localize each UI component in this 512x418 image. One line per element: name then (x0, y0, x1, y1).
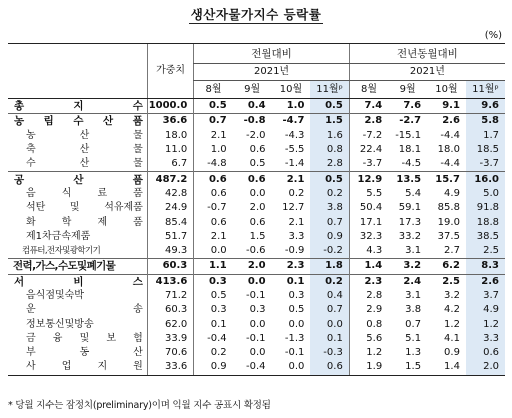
yoy-cell: 2.8 (349, 289, 388, 303)
row-label: 금 융 및 보 험 (26, 332, 143, 344)
weight-cell: 1000.0 (147, 99, 193, 114)
weight-cell: 60.3 (147, 303, 193, 317)
mom-cell: 2.1 (194, 129, 233, 143)
mom-cell: 2.0 (249, 202, 266, 214)
mom-cell: 1.0 (194, 143, 233, 157)
mom-cell: 0.6 (249, 144, 266, 156)
table-row (8, 157, 505, 172)
mom-cell: 12.7 (282, 202, 305, 214)
weight-cell: 33.6 (147, 360, 193, 375)
yoy-cell: 33.2 (398, 230, 422, 242)
yoy-cell: 0.9 (444, 347, 460, 359)
yoy-cell: 0.8 (349, 317, 388, 331)
yoy-cell: 5.8 (466, 114, 505, 129)
yoy-cell: 2.0 (466, 360, 505, 375)
yoy-cell: 4.9 (444, 187, 460, 199)
mom-cell: -1.3 (284, 332, 305, 344)
yoy-cell: -7.2 (349, 129, 388, 143)
header-blank (8, 44, 147, 99)
weight-cell: 51.7 (147, 230, 193, 244)
table-row (8, 99, 505, 114)
yoy-cell: -3.7 (466, 157, 505, 172)
row-label: 화 학 제 품 (26, 216, 143, 228)
weight-cell: 60.3 (147, 259, 193, 274)
yoy-cell: 91.8 (466, 201, 505, 215)
yoy-cell: -4.5 (401, 158, 422, 170)
mom-cell: -0.4 (194, 332, 233, 346)
mom-cell: -1.4 (284, 158, 305, 170)
header-mom-month: 10월 (272, 81, 311, 99)
table-row (8, 303, 505, 317)
mom-cell: 1.1 (194, 259, 233, 274)
unit-label: (%) (484, 30, 502, 41)
table-row (8, 172, 505, 187)
weight-cell: 62.0 (147, 317, 193, 331)
mom-cell: 1.5 (249, 230, 266, 242)
header-yoy-month: 9월 (388, 81, 427, 99)
weight-cell: 71.2 (147, 289, 193, 303)
yoy-cell: -4.4 (440, 129, 460, 141)
yoy-cell: 17.3 (398, 216, 422, 228)
row-label: 음식점및숙박 (26, 290, 84, 301)
mom-cell: -0.7 (194, 201, 233, 215)
mom-cell: 1.5 (310, 114, 349, 129)
mom-cell: 0.0 (249, 187, 266, 199)
yoy-cell: 4.9 (466, 303, 505, 317)
yoy-cell: 1.9 (349, 360, 388, 375)
mom-cell: 0.2 (288, 187, 305, 199)
header-mom-year: 2021년 (194, 64, 350, 81)
yoy-cell: -3.7 (349, 157, 388, 172)
mom-cell: 0.3 (194, 303, 233, 317)
yoy-cell: 18.0 (437, 144, 460, 156)
header-yoy-month: 10월 (427, 81, 466, 99)
yoy-cell: 4.3 (349, 244, 388, 259)
weight-cell: 49.3 (147, 244, 193, 259)
mom-cell: 1.8 (310, 259, 349, 274)
mom-cell: 0.5 (288, 304, 305, 316)
mom-cell: 0.3 (194, 274, 233, 289)
mom-cell: -5.5 (284, 144, 305, 156)
yoy-cell: 3.3 (466, 332, 505, 346)
weight-cell: 413.6 (147, 274, 193, 289)
yoy-cell: 19.0 (437, 216, 460, 228)
yoy-cell: 5.6 (349, 332, 388, 346)
mom-cell: 0.9 (310, 230, 349, 244)
weight-cell: 36.6 (147, 114, 193, 129)
yoy-cell: 0.7 (405, 318, 422, 330)
yoy-cell: 18.5 (466, 143, 505, 157)
mom-cell: 0.1 (194, 317, 233, 331)
yoy-cell: 3.1 (405, 245, 422, 257)
yoy-cell: 1.4 (427, 360, 466, 375)
mom-cell: 0.0 (233, 274, 272, 289)
yoy-cell: 2.5 (427, 274, 466, 289)
mom-cell: -0.8 (233, 114, 272, 129)
mom-cell: 1.6 (310, 129, 349, 143)
yoy-cell: 4.2 (444, 304, 460, 316)
table-row (8, 259, 505, 274)
table-row (8, 244, 505, 259)
row-label: 축 산 물 (26, 144, 143, 156)
yoy-cell: 3.1 (405, 290, 422, 301)
table-row (8, 201, 505, 215)
weight-cell: 33.9 (147, 332, 193, 346)
yoy-cell: 3.8 (405, 304, 422, 316)
mom-cell: -2.0 (246, 129, 266, 141)
yoy-cell: 37.5 (437, 230, 460, 242)
yoy-cell: -2.7 (388, 114, 427, 129)
yoy-cell: 16.0 (466, 172, 505, 187)
mom-cell: -4.8 (194, 157, 233, 172)
yoy-cell: 1.7 (466, 129, 505, 143)
row-label: 수 산 물 (26, 158, 143, 170)
mom-cell: 2.3 (272, 259, 311, 274)
row-label: 농 산 물 (26, 129, 143, 141)
yoy-cell: 1.2 (444, 318, 460, 330)
mom-cell: 0.6 (249, 216, 266, 228)
table-row (8, 215, 505, 229)
weight-cell: 18.0 (147, 129, 193, 143)
yoy-cell: 59.1 (398, 202, 422, 214)
mom-cell: 0.5 (249, 158, 266, 170)
mom-cell: 0.0 (249, 347, 266, 359)
mom-cell: 0.7 (310, 303, 349, 317)
mom-cell: 0.5 (194, 99, 233, 114)
table-row (8, 346, 505, 360)
mom-cell: -0.9 (284, 245, 305, 257)
mom-cell: 0.8 (310, 143, 349, 157)
mom-cell: 0.6 (310, 360, 349, 375)
mom-cell: 3.8 (310, 201, 349, 215)
weight-cell: 24.9 (147, 201, 193, 215)
yoy-cell: 8.3 (466, 259, 505, 274)
mom-cell: 0.5 (194, 289, 233, 303)
yoy-cell: 9.6 (466, 99, 505, 114)
mom-cell: 0.6 (233, 172, 272, 187)
row-label: 음 식 료 품 (26, 187, 143, 199)
yoy-cell: 2.8 (349, 114, 388, 129)
yoy-cell: 3.2 (444, 290, 460, 301)
yoy-cell: 9.1 (442, 100, 460, 112)
yoy-cell: 15.7 (427, 172, 466, 187)
yoy-cell: 1.3 (405, 347, 422, 359)
mom-cell: 0.2 (310, 187, 349, 201)
yoy-cell: 5.0 (466, 187, 505, 201)
mom-cell: 0.7 (194, 114, 233, 129)
mom-cell: 0.0 (288, 318, 305, 330)
row-label: 운 송 (26, 304, 143, 316)
mom-cell: 0.5 (310, 99, 349, 114)
yoy-cell: 1.4 (349, 259, 388, 274)
mom-cell: 0.9 (194, 360, 233, 375)
page-title: 생산자물가지수 등락률 (190, 7, 322, 22)
yoy-cell: -15.1 (395, 129, 422, 141)
mom-cell: 0.5 (310, 172, 349, 187)
yoy-cell: 22.4 (349, 143, 388, 157)
mom-cell: -0.1 (284, 347, 305, 359)
mom-cell: 0.6 (194, 187, 233, 201)
yoy-cell: 1.5 (388, 360, 427, 375)
mom-cell: 0.0 (272, 360, 311, 375)
yoy-cell: 2.3 (349, 274, 388, 289)
yoy-cell: 3.7 (466, 289, 505, 303)
yoy-cell: 2.9 (349, 303, 388, 317)
mom-cell: 0.1 (272, 274, 311, 289)
header-mom: 전월대비 (194, 44, 350, 64)
row-label: 정보통신및방송 (26, 318, 94, 330)
yoy-cell: 18.8 (466, 215, 505, 229)
yoy-cell: 0.6 (466, 346, 505, 360)
yoy-cell: 50.4 (349, 201, 388, 215)
mom-cell: 0.3 (249, 304, 266, 316)
mom-cell: 0.2 (194, 346, 233, 360)
yoy-cell: 5.1 (405, 332, 422, 344)
table-row (8, 114, 505, 129)
mom-cell: -0.1 (246, 290, 266, 301)
yoy-cell: 85.8 (437, 202, 460, 214)
weight-cell: 11.0 (147, 143, 193, 157)
header-yoy-month: 11월ᵖ (466, 81, 505, 99)
row-label: 총 지 수 (14, 100, 143, 113)
mom-cell: -0.6 (246, 245, 266, 257)
row-label: 제1차금속제품 (26, 230, 91, 242)
yoy-cell: 13.5 (388, 172, 427, 187)
mom-cell: 0.6 (194, 215, 233, 229)
header-yoy: 전년동월대비 (349, 44, 505, 64)
mom-cell: 0.0 (310, 317, 349, 331)
weight-cell: 70.6 (147, 346, 193, 360)
header-yoy-month: 8월 (349, 81, 388, 99)
mom-cell: 0.0 (194, 244, 233, 259)
mom-cell: 0.2 (310, 274, 349, 289)
yoy-cell: 5.4 (405, 187, 422, 199)
yoy-cell: 7.4 (349, 99, 388, 114)
weight-cell: 85.4 (147, 215, 193, 229)
row-label: 서 비 스 (8, 274, 147, 289)
table-row (8, 143, 505, 157)
yoy-cell: 4.1 (444, 332, 460, 344)
mom-cell: 1.0 (286, 100, 305, 112)
yoy-cell: 2.4 (388, 274, 427, 289)
row-label: 부 동 산 (26, 347, 143, 359)
yoy-cell: 2.7 (444, 245, 460, 257)
yoy-cell: 6.2 (427, 259, 466, 274)
table-row (8, 360, 505, 375)
mom-cell: -0.3 (310, 346, 349, 360)
weight-cell: 42.8 (147, 187, 193, 201)
mom-cell: 0.7 (310, 215, 349, 229)
row-label: 전력,가스,수도및폐기물 (8, 259, 147, 274)
yoy-cell: 12.9 (349, 172, 388, 187)
mom-cell: 0.1 (310, 332, 349, 346)
mom-cell: 0.4 (247, 100, 266, 112)
table-row (8, 317, 505, 331)
weight-cell: 487.2 (147, 172, 193, 187)
header-mom-month: 9월 (233, 81, 272, 99)
row-label: 농 림 수 산 품 (8, 114, 147, 129)
mom-cell: 3.3 (288, 230, 305, 242)
ppi-table (8, 43, 505, 376)
yoy-cell: 2.5 (466, 244, 505, 259)
mom-cell: 0.4 (310, 289, 349, 303)
header-mom-month: 11월ᵖ (310, 81, 349, 99)
row-label: 석탄 및 석유제품 (26, 202, 143, 214)
mom-cell: -4.7 (272, 114, 311, 129)
mom-cell: 2.8 (310, 157, 349, 172)
yoy-cell: 2.6 (427, 114, 466, 129)
table-row (8, 289, 505, 303)
yoy-cell: 32.3 (349, 230, 388, 244)
yoy-cell: 1.2 (349, 346, 388, 360)
header-mom-month: 8월 (194, 81, 233, 99)
mom-cell: 0.0 (249, 318, 266, 330)
mom-cell: 2.1 (272, 172, 311, 187)
header-yoy-year: 2021년 (349, 64, 505, 81)
table-row (8, 230, 505, 244)
mom-cell: 2.0 (233, 259, 272, 274)
footnote: * 당월 지수는 잠정치(preliminary)이며 익월 지수 공표시 확정됨 (8, 400, 271, 411)
mom-cell: 2.1 (194, 230, 233, 244)
header-weight: 가중치 (147, 44, 193, 99)
row-label: 사 업 지 원 (8, 360, 147, 375)
row-label: 컴퓨터,전자및광학기기 (22, 246, 101, 257)
mom-cell: 2.1 (288, 216, 305, 228)
yoy-cell: 7.6 (403, 100, 422, 112)
table-row (8, 274, 505, 289)
mom-cell: -0.1 (246, 332, 266, 344)
mom-cell: -4.3 (284, 129, 305, 141)
weight-cell: 6.7 (147, 157, 193, 172)
yoy-cell: 38.5 (466, 230, 505, 244)
row-label: 공 산 품 (8, 172, 147, 187)
table-row (8, 332, 505, 346)
yoy-cell: 1.2 (466, 317, 505, 331)
table-row (8, 129, 505, 143)
mom-cell: 0.6 (194, 172, 233, 187)
mom-cell: -0.2 (310, 244, 349, 259)
yoy-cell: 2.6 (466, 274, 505, 289)
yoy-cell: 3.2 (388, 259, 427, 274)
yoy-cell: 5.5 (349, 187, 388, 201)
mom-cell: -0.4 (233, 360, 272, 375)
table-row (8, 187, 505, 201)
yoy-cell: 18.1 (398, 144, 422, 156)
yoy-cell: 17.1 (349, 215, 388, 229)
mom-cell: 0.3 (288, 290, 305, 301)
yoy-cell: -4.4 (440, 158, 460, 170)
